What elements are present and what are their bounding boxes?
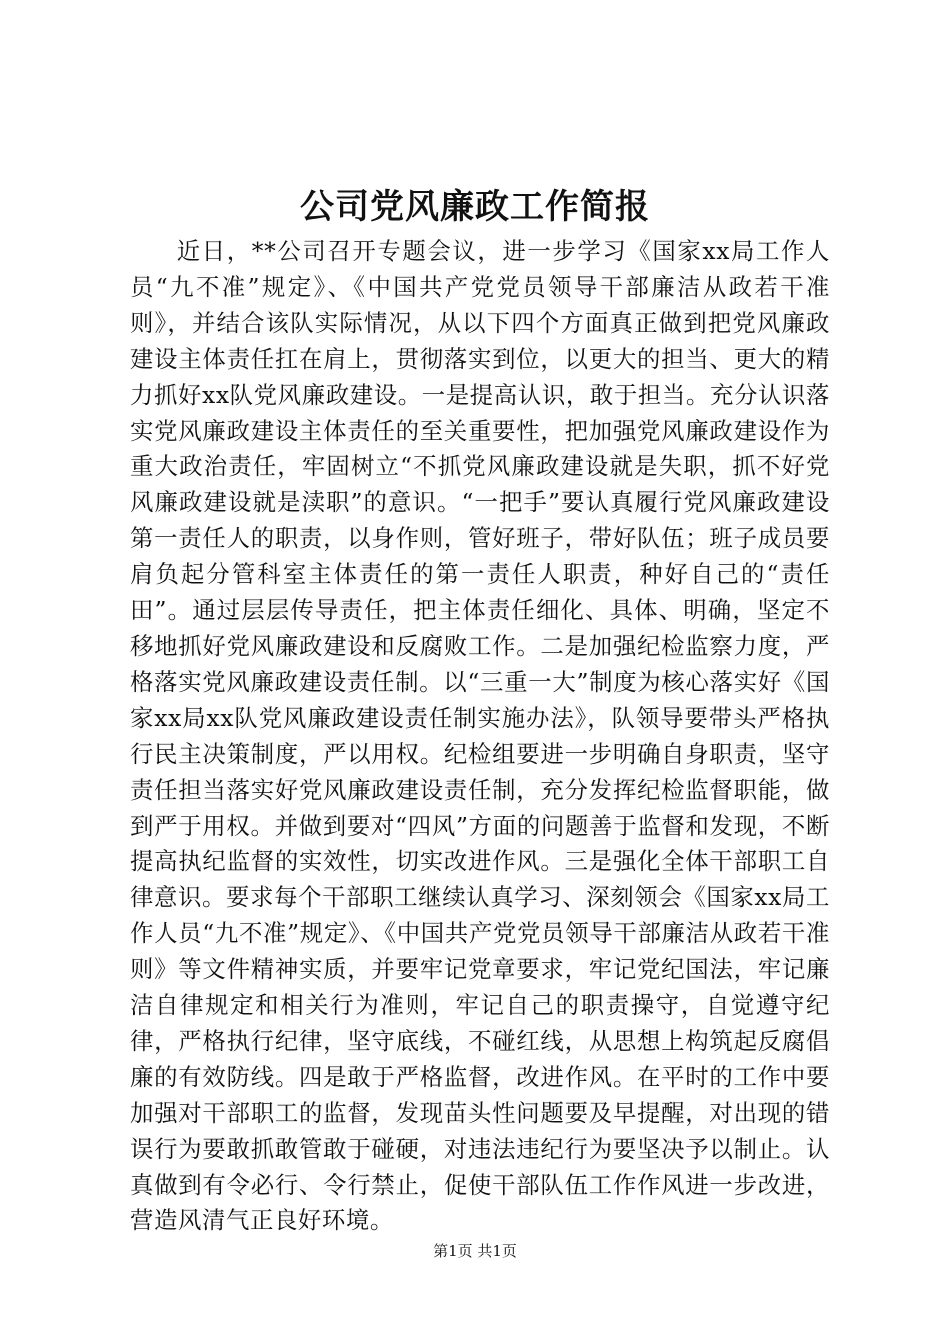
document-title: 公司党风廉政工作简报 [300, 187, 650, 227]
page-number: 第1页 共1页 [433, 1242, 517, 1260]
document-body: 近日，**公司召开专题会议，进一步学习《国家xx局工作人员“九不准”规定》、《中国共产党党员领导干部廉洁从政若干准则》，并结合该队实际情况，从以下四个方面真正做到把党风廉政建设主体责任扛在肩上，贯彻落实到位，以更大的担当、更大的精力抓好xx队党风廉政建设。一是提高认识，敢于担当。充分认识落实党风廉政建设主体责任的至关重要性，把加强党风廉政建设作为重大政治责任，牢固树立“不抓党风廉政建设就是失职，抓不好党风廉政建设就是渎职”的意识。“一把手”要认真履行党风廉政建设第一责任人的职责，以身作则，管好班子，带好队伍；班子成员要肩负起分管科室主体责任的第一责任人职责，种好自己的“责任田”。通过层层传导责任，把主体责任细化、具体、明确，坚定不移地抓好党风廉政建设和反腐败工作。二是加强纪检监察力度，严格落实党风廉政建设责任制。以“三重一大”制度为核心落实好《国家xx局xx队党风廉政建设责任制实施办法》，队领导要带头严格执行民主决策制度，严以用权。纪检组要进一步明确自身职责，坚守责任担当落实好党风廉政建设责任制，充分发挥纪检监督职能，做到严于用权。并做到要对“四风”方面的问题善于监督和发现，不断提高执纪监督的实效性，切实改进作风。三是强化全体干部职工自律意识。要求每个干部职工继续认真学习、深刻领会《国家xx局工作人员“九不准”规定》、《中国共产党党员领导干部廉洁从政若干准则》等文件精神实质，并要牢记党章要求，牢记党纪国法，牢记廉洁自律规定和相关行为准则，牢记自己的职责操守，自觉遵守纪律，严格执行纪律，坚守底线，不碰红线，从思想上构筑起反腐倡廉的有效防线。四是敢于严格监督，改进作风。在平时的工作中要加强对干部职工的监督，发现苗头性问题要及早提醒，对出现的错误行为要敢抓敢管敢于碰硬，对违法违纪行为要坚决予以制止。认真做到有令必行、令行禁止，促使干部队伍工作作风进一步改进，营造风清气正良好环境。 [130, 237, 830, 1235]
